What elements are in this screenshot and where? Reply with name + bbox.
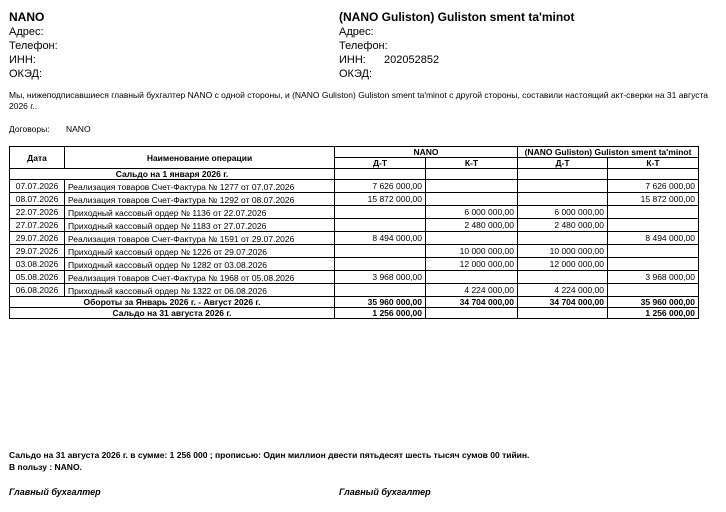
left-party-address-label: Адрес: [9, 26, 44, 38]
opening-p1-debit [335, 169, 426, 180]
row-p2-debit [518, 193, 608, 206]
row-p2-debit: 2 480 000,00 [518, 219, 608, 232]
contracts-value: NANO [66, 124, 91, 134]
row-operation: Реализация товаров Счет-Фактура № 1292 от 08.07.2026 [65, 193, 335, 206]
row-p2-credit: 7 626 000,00 [608, 180, 699, 193]
row-p2-credit: 15 872 000,00 [608, 193, 699, 206]
row-date: 29.07.2026 [10, 232, 65, 245]
row-p2-debit [518, 180, 608, 193]
row-date: 03.08.2026 [10, 258, 65, 271]
turnover-p1-debit: 35 960 000,00 [335, 297, 426, 308]
row-p1-credit [426, 193, 518, 206]
row-date: 08.07.2026 [10, 193, 65, 206]
row-date: 22.07.2026 [10, 206, 65, 219]
right-party-inn-value: 202052852 [384, 54, 440, 66]
right-party-okzd-label: ОКЭД: [339, 68, 373, 80]
row-p1-debit: 3 968 000,00 [335, 271, 426, 284]
row-p1-debit: 8 494 000,00 [335, 232, 426, 245]
row-operation: Приходный кассовый ордер № 1183 от 27.07.2026 [65, 219, 335, 232]
left-party-name: NANO [9, 10, 45, 24]
closing-balance-p1-debit: 1 256 000,00 [335, 308, 426, 319]
party1-credit-header: К-Т [426, 158, 518, 169]
table-row [10, 271, 699, 284]
table-row [10, 219, 699, 232]
row-date: 27.07.2026 [10, 219, 65, 232]
row-p2-credit [608, 258, 699, 271]
opening-p2-debit [518, 169, 608, 180]
row-p1-credit: 4 224 000,00 [426, 284, 518, 297]
table-row [10, 206, 699, 219]
closing-balance-p2-debit [518, 308, 608, 319]
col-operation-header: Наименование операции [65, 147, 335, 169]
opening-p2-credit [608, 169, 699, 180]
row-p1-credit [426, 271, 518, 284]
col-date-header: Дата [10, 147, 65, 169]
row-operation: Приходный кассовый ордер № 1322 от 06.08.2026 [65, 284, 335, 297]
table-row [10, 180, 699, 193]
table-row [10, 258, 699, 271]
row-p2-credit [608, 206, 699, 219]
row-p2-debit [518, 271, 608, 284]
contracts-label: Договоры: [9, 124, 50, 134]
turnover-row [10, 297, 699, 308]
row-p1-debit: 7 626 000,00 [335, 180, 426, 193]
row-p1-debit [335, 206, 426, 219]
row-date: 06.08.2026 [10, 284, 65, 297]
party2-header: (NANO Guliston) Guliston sment ta'minot [518, 147, 699, 158]
row-p2-credit: 8 494 000,00 [608, 232, 699, 245]
table-row [10, 284, 699, 297]
table-row [10, 193, 699, 206]
row-operation: Приходный кассовый ордер № 1226 от 29.07.2026 [65, 245, 335, 258]
summary-line: Сальдо на 31 августа 2026 г. в сумме: 1 256 000 ; прописью: Один миллион двести пятьдесят шесть тысяч сумов 00 тийин. [9, 450, 530, 460]
row-p2-debit: 10 000 000,00 [518, 245, 608, 258]
closing-balance-row [10, 308, 699, 319]
turnover-p1-credit: 34 704 000,00 [426, 297, 518, 308]
turnover-p2-credit: 35 960 000,00 [608, 297, 699, 308]
row-operation: Приходный кассовый ордер № 1136 от 22.07.2026 [65, 206, 335, 219]
row-operation: Реализация товаров Счет-Фактура № 1968 от 05.08.2026 [65, 271, 335, 284]
closing-balance-p1-credit [426, 308, 518, 319]
row-p1-debit [335, 219, 426, 232]
opening-p1-credit [426, 169, 518, 180]
closing-balance-label: Сальдо на 31 августа 2026 г. [10, 308, 335, 319]
row-operation: Приходный кассовый ордер № 1282 от 03.08.2026 [65, 258, 335, 271]
row-p1-debit [335, 258, 426, 271]
row-p1-credit: 2 480 000,00 [426, 219, 518, 232]
row-p1-credit [426, 180, 518, 193]
left-party-okzd-label: ОКЭД: [9, 68, 43, 80]
row-p2-debit [518, 232, 608, 245]
row-p1-debit [335, 284, 426, 297]
row-operation: Реализация товаров Счет-Фактура № 1277 от 07.07.2026 [65, 180, 335, 193]
party1-debit-header: Д-Т [335, 158, 426, 169]
opening-balance-row [10, 169, 699, 180]
row-p1-credit: 6 000 000,00 [426, 206, 518, 219]
reconciliation-table [9, 146, 699, 319]
right-party-inn-label: ИНН: [339, 54, 366, 66]
row-date: 05.08.2026 [10, 271, 65, 284]
row-p2-credit [608, 245, 699, 258]
closing-balance-p2-credit: 1 256 000,00 [608, 308, 699, 319]
left-party-phone-label: Телефон: [9, 40, 58, 52]
row-p1-credit: 12 000 000,00 [426, 258, 518, 271]
table-row [10, 232, 699, 245]
opening-balance-label: Сальдо на 1 января 2026 г. [10, 169, 335, 180]
turnover-p2-debit: 34 704 000,00 [518, 297, 608, 308]
row-p1-credit [426, 232, 518, 245]
party2-debit-header: Д-Т [518, 158, 608, 169]
row-operation: Реализация товаров Счет-Фактура № 1591 от 29.07.2026 [65, 232, 335, 245]
row-p2-debit: 12 000 000,00 [518, 258, 608, 271]
row-date: 07.07.2026 [10, 180, 65, 193]
turnover-label: Обороты за Январь 2026 г. - Август 2026 г. [10, 297, 335, 308]
signature-right-label: Главный бухгалтер [339, 487, 431, 497]
signature-left-label: Главный бухгалтер [9, 487, 101, 497]
left-party-inn-label: ИНН: [9, 54, 36, 66]
right-party-phone-label: Телефон: [339, 40, 388, 52]
party2-credit-header: К-Т [608, 158, 699, 169]
row-p1-debit [335, 245, 426, 258]
row-p1-debit: 15 872 000,00 [335, 193, 426, 206]
row-p2-debit: 4 224 000,00 [518, 284, 608, 297]
table-row [10, 245, 699, 258]
row-p2-debit: 6 000 000,00 [518, 206, 608, 219]
row-p1-credit: 10 000 000,00 [426, 245, 518, 258]
right-party-name: (NANO Guliston) Guliston sment ta'minot [339, 10, 575, 24]
intro-paragraph: Мы, нижеподписавшиеся главный бухгалтер NANO с одной стороны, и (NANO Guliston) Guliston sment ta'minot с другой стороны, составили настоящий акт-сверки на 31 августа 2026 г.. [9, 90, 708, 111]
party1-header: NANO [335, 147, 518, 158]
row-p2-credit [608, 284, 699, 297]
row-p2-credit [608, 219, 699, 232]
row-date: 29.07.2026 [10, 245, 65, 258]
right-party-address-label: Адрес: [339, 26, 374, 38]
row-p2-credit: 3 968 000,00 [608, 271, 699, 284]
in-favor-line: В пользу : NANO. [9, 462, 82, 472]
